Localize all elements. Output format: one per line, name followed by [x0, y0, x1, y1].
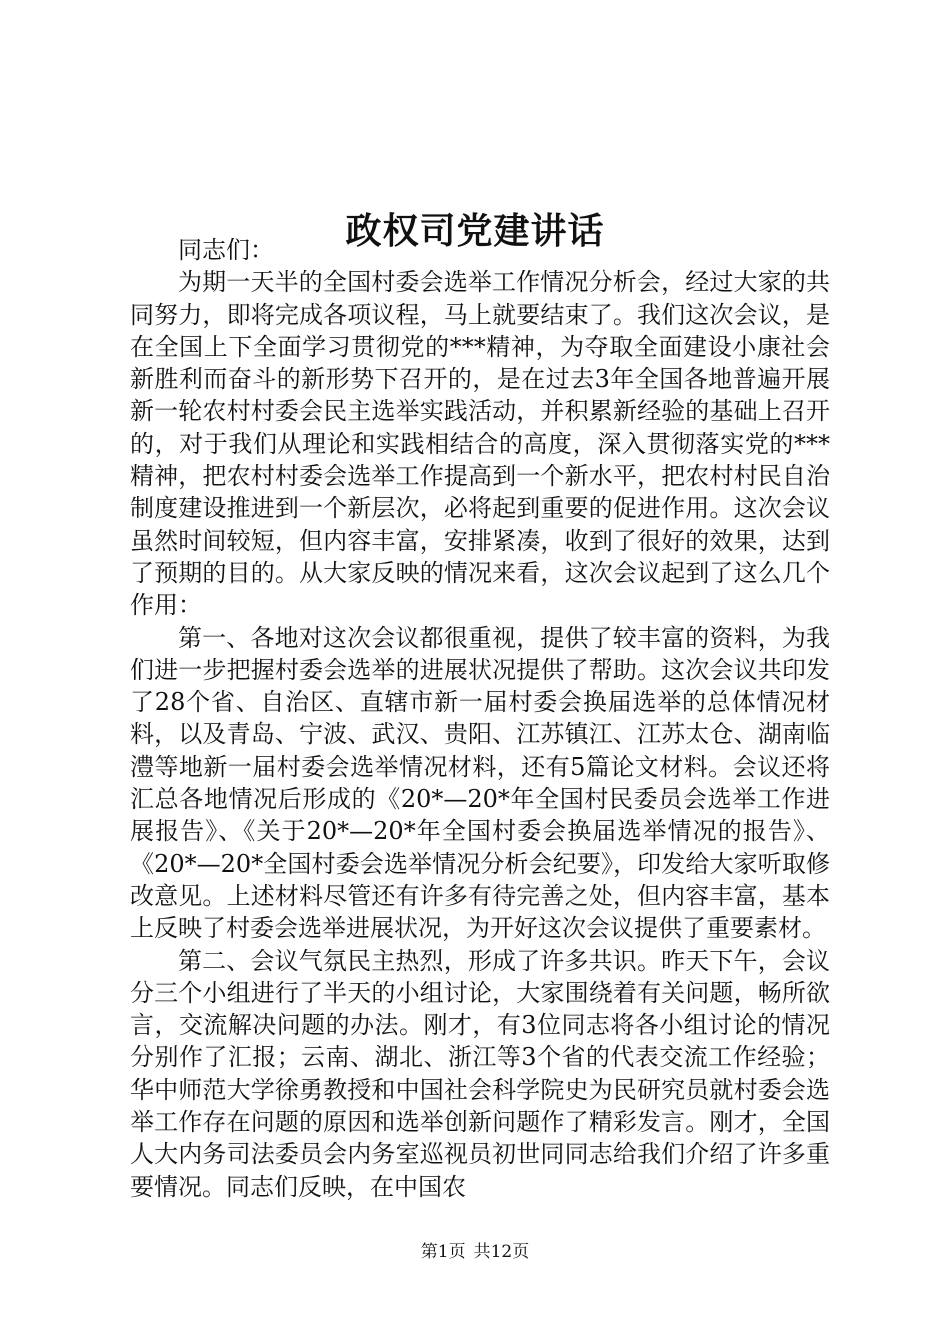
- paragraph-first-point: 第一、各地对这次会议都很重视，提供了较丰富的资料，为我们进一步把握村委会选举的进展状况提供了帮助。这次会议共印发了28个省、自治区、直辖市新一届村委会换届选举的总体情况材料，以及青岛、宁波、武汉、贵阳、江苏镇江、江苏太仓、湖南临澧等地新一届村委会选举情况材料，还有5篇论文材料。会议还将汇总各地情况后形成的《20*—20*年全国村民委员会选举工作进展报告》、《关于20*—20*年全国村委会换届选举情况的报告》、《20*—20*全国村委会选举情况分析会纪要》，印发给大家听取修改意见。上述材料尽管还有许多有待完善之处，但内容丰富，基本上反映了村委会选举进展状况，为开好这次会议提供了重要素材。: [130, 623, 830, 943]
- page-footer: [0, 1240, 950, 1264]
- paragraph-intro: 为期一天半的全国村委会选举工作情况分析会，经过大家的共同努力，即将完成各项议程，马上就要结束了。我们这次会议，是在全国上下全面学习贯彻党的***精神，为夺取全面建设小康社会新胜利而奋斗的新形势下召开的，是在过去3年全国各地普遍开展新一轮农村村委会民主选举实践活动，并积累新经验的基础上召开的，对于我们从理论和实践相结合的高度，深入贯彻落实党的***精神，把农村村委会选举工作提高到一个新水平，把农村村民自治制度建设推进到一个新层次，必将起到重要的促进作用。这次会议虽然时间较短，但内容丰富，安排紧凑，收到了很好的效果，达到了预期的目的。从大家反映的情况来看，这次会议起到了这么几个作用：: [130, 268, 830, 620]
- page-total: 共12页: [473, 1242, 530, 1262]
- salutation: 同志们：: [178, 236, 274, 264]
- page-number: 第1页: [420, 1242, 466, 1262]
- document-body: [130, 234, 830, 1203]
- paragraph-second-point: 第二、会议气氛民主热烈，形成了许多共识。昨天下午，会议分三个小组进行了半天的小组讨论，大家围绕着有关问题，畅所欲言，交流解决问题的办法。刚才，有3位同志将各小组讨论的情况分别作了汇报；云南、湖北、浙江等3个省的代表交流工作经验；华中师范大学徐勇教授和中国社会科学院史为民研究员就村委会选举工作存在问题的原因和选举创新问题作了精彩发言。刚才，全国人大内务司法委员会内务室巡视员初世同同志给我们介绍了许多重要情况。同志们反映，在中国农: [130, 946, 830, 1201]
- page-title: 政权司党建讲话: [345, 210, 605, 253]
